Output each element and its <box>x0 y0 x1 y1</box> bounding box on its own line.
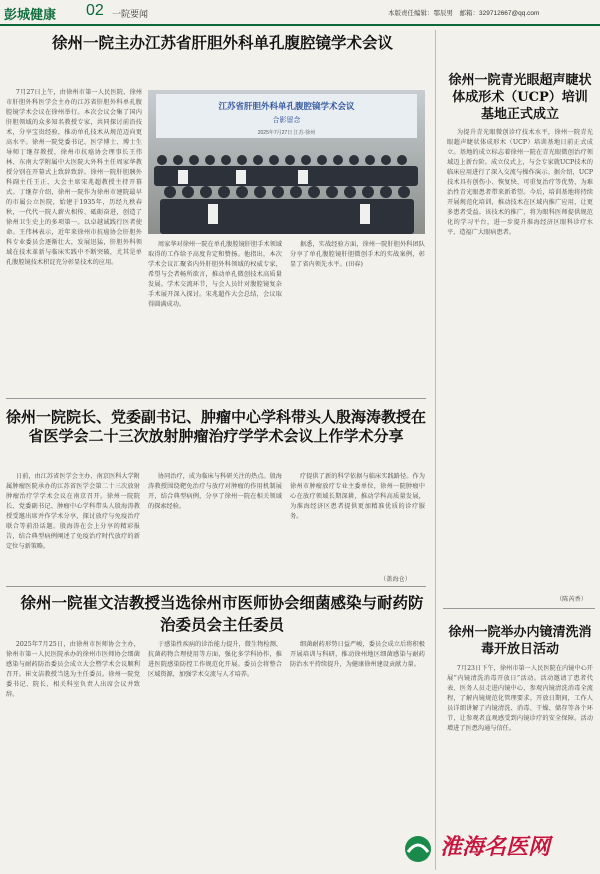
divider <box>6 398 426 399</box>
divider <box>443 608 595 609</box>
brand-logo-text: 彭城健康 <box>4 8 57 23</box>
photo-banner <box>156 94 417 138</box>
site-watermark <box>400 830 596 868</box>
article3-col2: 于感染性疾病的诊治能力提升，微生物检测、抗菌药物合理使用等方面，强化多学科协作，推进医院感染防控工作规范化开展。委员会将整合区域资源，加强学术交流与人才培养。 <box>148 641 282 678</box>
group-photo <box>148 90 425 234</box>
article1-col2: 周家华对徐州一院在单孔腹腔镜肝胆手术领域取得的工作给予高度肯定和赞扬。他指出，本次学术会议汇聚省内外肝胆外科领域的权威专家，希望与会者畅所欲言，推动单孔微创技术高质量发展。学术交流环节，与会人员针对腹腔镜复杂手术展开深入探讨。宋兆超作大会总结，会议取得圆满成功。 <box>148 241 282 308</box>
photo-banner-sub: 合影留念 <box>272 117 301 124</box>
article1-title: 徐州一院主办江苏省肝胆外科单孔腹腔镜学术会议 <box>51 33 393 52</box>
page-number: 02 <box>86 2 104 19</box>
sidebar1-title: 徐州一院青光眼超声睫状体成形术（UCP）培训基地正式成立 <box>448 73 592 122</box>
divider <box>6 586 426 587</box>
sidebar2-title: 徐州一院举办内镜清洗消毒开放日活动 <box>448 625 592 657</box>
article2-col1: 日前，由江苏省医学会主办、南京医科大学附属肿瘤医院承办的江苏省医学会第二十三次放射肿瘤治疗学学术会议在南京召开。徐州一院院长、党委副书记、肿瘤中心学科带头人殷海涛教授受邀出席并作学术分享，探讨放疗与免疫治疗联合等前沿话题。殷海涛在会上分享的精彩报告，结合典型病例阐述了免疫治疗时代放疗的新定位与新策略。 <box>6 473 140 550</box>
article3-title: 徐州一院崔文洁教授当选徐州市医师协会细菌感染与耐药防治委员会主任委员 <box>20 593 424 634</box>
section-name: 一院要闻 <box>112 9 149 19</box>
article1-col1: 7月27日上午，由徐州市第一人民医院、徐州市肝胆外科医学会主办的江苏省肝胆外科单孔腹腔镜学术会议在徐州举行。本次会议会集了国内肝胆领域的众多知名教授专家，共同探讨前沿技术，分享宝贵经验，推动单孔技术从规范迈向更高水平。徐州一院党委书记、医学博士、博士生导师丁继存教授，徐州市抗癌协会理事长王伟林、东南大学附属中大医院大外科主任周家华教授分别在开幕式上致辞致辞。徐州一院肝胆胰外科副主任王正、大会主席宋兆超教授主持开幕式。丁继存介绍，徐州一院作为徐州市建院最早的市属公立医院，始建于1935年，历经九秩春秋，一代代一院人薪火相传、砥砺奋进，创造了徐州卫生史上的多项第一。以卓越诚践行医者使命。王伟林表示，近年来徐州市抗癌协会肝胆外科专业委员会逐渐壮大，发展迅猛，肝胆外科领域在技术革新与临床实践中不断突破，尤其是单孔腹腔镜技术积淀充分彰显技术的应用。 <box>6 89 142 266</box>
article2-col3: 疗提供了新的科学依据与临床实践路径。作为徐州市肿瘤放疗专业主委单位，徐州一院肿瘤中心在放疗领域长期深耕，推动学科高质量发展，为淮海经济区患者提供更加精准优质的诊疗服务。 <box>290 473 425 520</box>
photo-banner-title: 江苏省肝胆外科单孔腹腔镜学术会议 <box>218 101 355 111</box>
header-rule <box>0 24 600 26</box>
sidebar2-body: 7月23日下午，徐州市第一人民医院在内镜中心开展“内镜清洗消毒开放日”活动。活动邀请了患者代表、医务人员走进内镜中心，参观内镜清洗消毒全流程，了解内镜规范化管理要求。开放日期间，工作人员详细讲解了内镜清洗、消毒、干燥、储存等各个环节，让参观者直观感受到内镜诊疗的安全保障。活动增进了医患沟通与信任。 <box>447 665 593 732</box>
editor-line: 本版责任编辑：鄂辰男 邮箱：329712667@qq.com <box>388 10 540 17</box>
article1-col3: 据悉，实战经验方面，徐州一院肝胆外科团队分享了单孔腹腔镜肝胆微创手术的实战案例，彰显了省内领先水平。(田春) <box>290 241 425 268</box>
watermark-text: 淮海名医网 <box>440 835 551 860</box>
sidebar1-author: （陈芮香） <box>556 596 587 603</box>
article3-col3: 细菌耐药形势日益严峻，委员会成立后将积极开展培训与科研，推动徐州地区细菌感染与耐药防治水平持续提升，为健康徐州建设贡献力量。 <box>290 641 425 668</box>
watermark-logo-icon <box>400 834 436 864</box>
column-divider <box>435 30 436 870</box>
sidebar1-body: 为提升青光眼微创诊疗技术水平，徐州一院青光眼超声睫状体成形术（UCP）培训基地日前正式成立。基地的成立标志着徐州一院在青光眼微创治疗领域迈上新台阶。成立仪式上，与会专家就UCP技术的临床应用进行了深入交流与操作演示。据介绍，UCP技术具有创伤小、恢复快、可重复治疗等优势，为难治性青光眼患者带来新希望。今后，培训基地将持续开展规范化培训，推动技术在区域内推广应用，让更多患者受益。该技术的推广，将为眼科医师提供规范化的学习平台，进一步提升淮海经济区眼科诊疗水平，造福广大眼病患者。 <box>447 129 593 236</box>
article2-title: 徐州一院院长、党委副书记、肿瘤中心学科带头人殷海涛教授在省医学会二十三次放射肿瘤治疗学学术会议上作学术分享 <box>6 408 427 445</box>
article2-col2: 协同治疗，成为临床与科研关注的热点。殷海涛教授围绕靶免治疗与放疗对肿瘤的作用机制展开，结合典型病例，分享了徐州一院在相关领域的探索经验。 <box>148 473 282 510</box>
article2-author: （盖海仓） <box>380 576 411 583</box>
page-header <box>0 0 600 26</box>
photo-banner-date: 2025年7月27日 江苏·徐州 <box>257 130 316 136</box>
crowd-figures <box>148 146 425 234</box>
article3-col1: 2025年7月25日，由徐州市医师协会主办，徐州市第一人民医院承办的徐州市医师协会细菌感染与耐药防治委员会成立大会暨学术会议顺利召开。崔文洁教授当选为主任委员。徐州一院党委书记、院长、相关科室负责人出席会议并致辞。 <box>6 641 140 698</box>
